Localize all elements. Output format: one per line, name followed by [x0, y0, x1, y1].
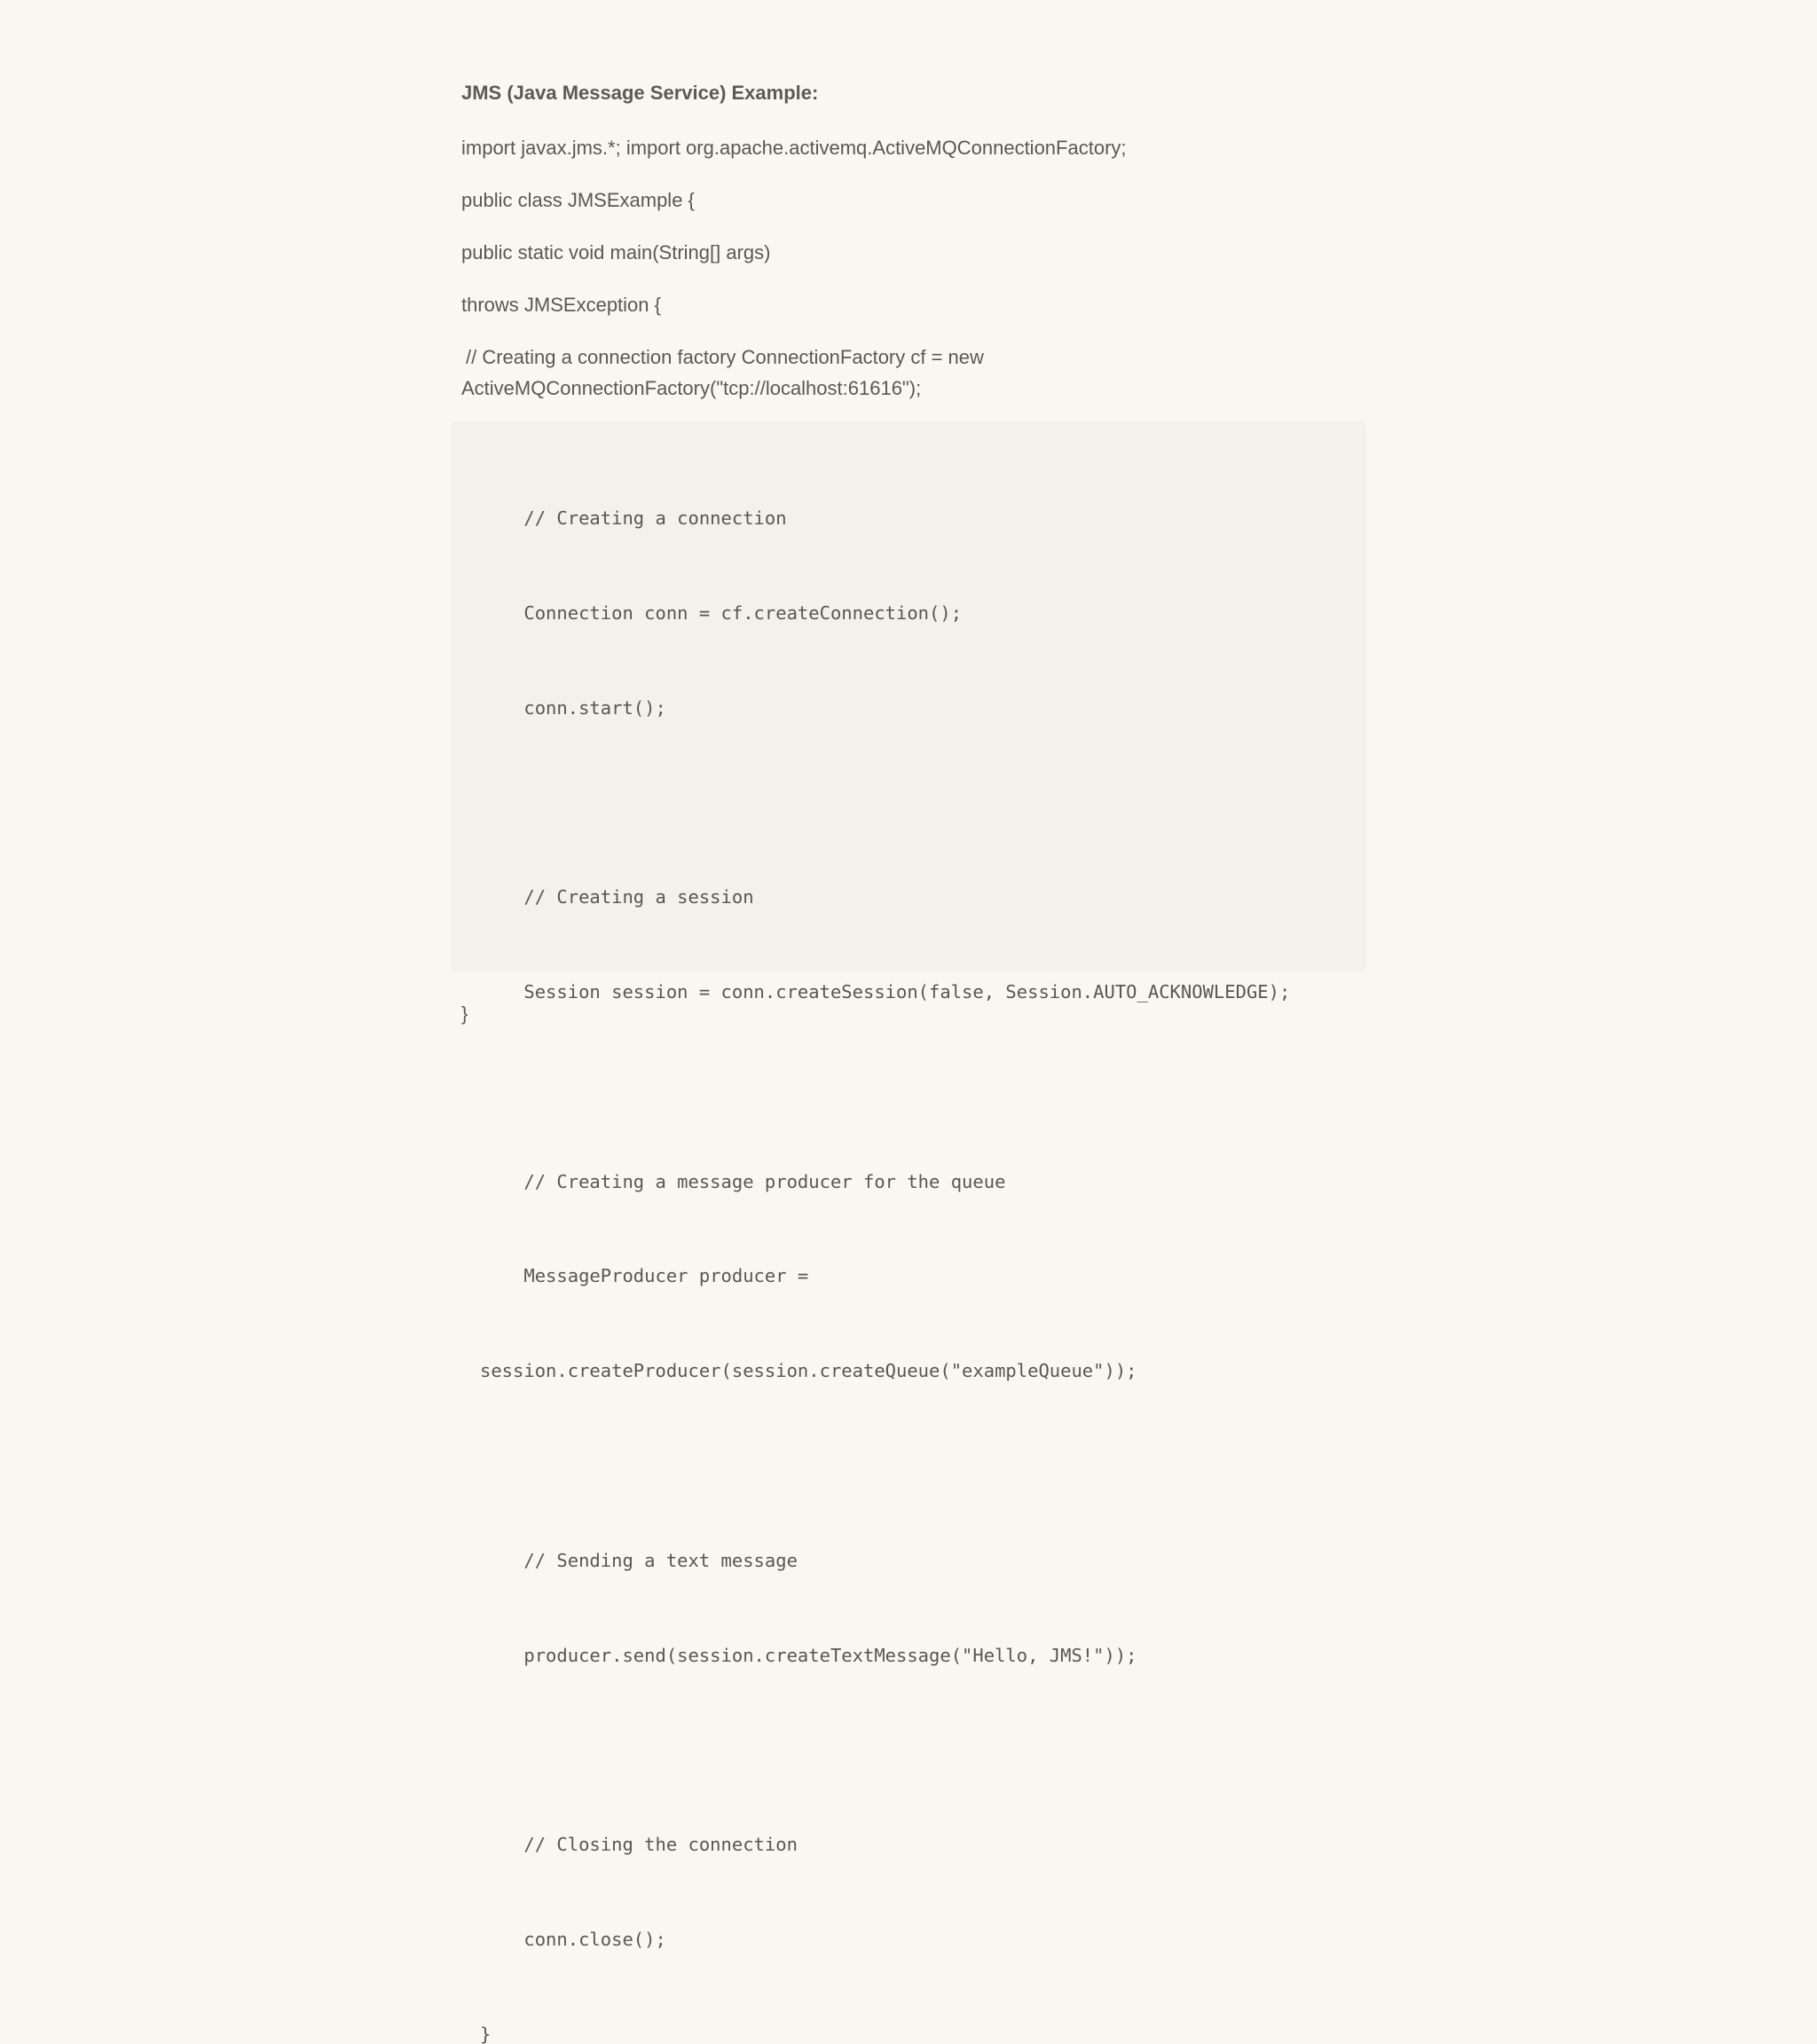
code-line: }	[480, 2023, 492, 2044]
code-line	[480, 788, 1290, 820]
code-line: producer.send(session.createTextMessage("Hello, JMS!"));	[480, 1644, 1137, 1666]
code-line: // Closing the connection	[480, 1834, 798, 1856]
code-line	[480, 1734, 1290, 1766]
factory-paragraph	[461, 342, 1366, 404]
code-line	[480, 1072, 1290, 1104]
code-line: conn.close();	[480, 1928, 666, 1950]
page-title: JMS (Java Message Service) Example:	[461, 82, 819, 104]
article-body	[461, 80, 1366, 425]
factory-line-1: // Creating a connection factory ConnectionFactory cf = new	[466, 346, 984, 368]
factory-line-2: ActiveMQConnectionFactory("tcp://localhost:61616");	[461, 377, 922, 399]
code-line	[480, 1450, 1290, 1482]
code-line: // Creating a message producer for the queue	[480, 1170, 1006, 1192]
closing-brace: }	[461, 1002, 468, 1025]
code-line: // Creating a session	[480, 886, 754, 908]
code-line: conn.start();	[480, 696, 666, 719]
code-line: session.createProducer(session.createQueue("exampleQueue"));	[480, 1360, 1137, 1382]
code-line: // Sending a text message	[480, 1549, 798, 1571]
main-method-paragraph: public static void main(String[] args)	[461, 241, 771, 263]
class-declaration-paragraph: public class JMSExample {	[461, 189, 695, 211]
import-paragraph: import javax.jms.*; import org.apache.activemq.ActiveMQConnectionFactory;	[461, 137, 1127, 159]
throws-paragraph: throws JMSException {	[461, 294, 661, 316]
code-line: MessageProducer producer =	[480, 1265, 809, 1287]
code-line: Session session = conn.createSession(false, Session.AUTO_ACKNOWLEDGE);	[480, 981, 1291, 1003]
code-block	[480, 440, 1290, 2044]
code-line: // Creating a connection	[480, 507, 787, 530]
code-line: Connection conn = cf.createConnection();	[480, 601, 963, 624]
